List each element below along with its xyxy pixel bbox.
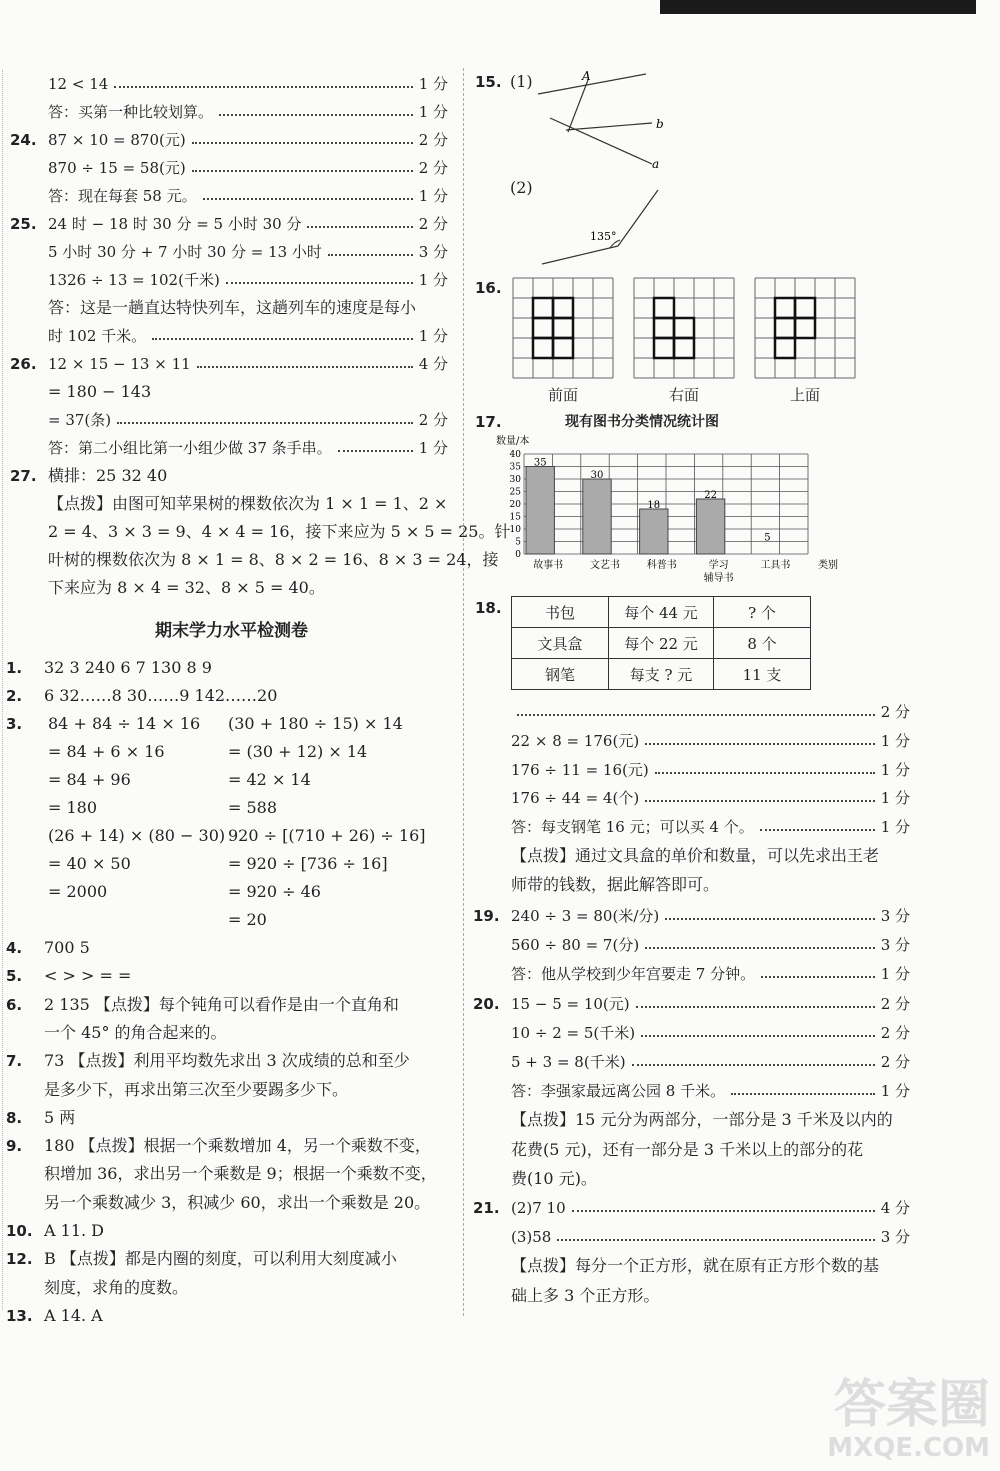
line-text: < > > = = (44, 966, 132, 986)
calc-step: (26 + 14) × (80 − 30) (48, 826, 226, 845)
dot-leader (197, 354, 413, 368)
scored-line (511, 760, 910, 780)
dot-leader (117, 410, 413, 424)
x-tick-label: 故事书 (533, 560, 564, 571)
points: 2 分 (880, 703, 910, 721)
scored-line (48, 130, 448, 150)
scored-line (511, 1052, 910, 1072)
line-text: 5 + 3 = 8(千米) (511, 1053, 626, 1071)
scored-line (48, 158, 448, 178)
y-tick-label: 20 (509, 500, 521, 510)
line-text: 12 < 14 (48, 75, 109, 93)
view-grid (511, 276, 615, 380)
scored-line (48, 74, 448, 94)
line-text: 12 × 15 − 13 × 11 (48, 355, 191, 373)
dot-leader (761, 964, 875, 978)
view-grid (632, 276, 736, 380)
dot-leader (645, 731, 875, 745)
x-tick-label: 学习 (708, 560, 729, 571)
calc-step: = 920 ÷ 46 (228, 882, 321, 901)
points: 1 分 (880, 818, 910, 837)
dot-leader (636, 994, 875, 1008)
calc-step: = 920 ÷ [736 ÷ 16] (228, 854, 388, 873)
line-text: 时 102 千米。 (48, 327, 147, 345)
points: 3 分 (418, 243, 448, 261)
line-text: 870 ÷ 15 = 58(元) (48, 159, 186, 177)
line-text: 6 32……8 30……9 142……20 (44, 686, 278, 705)
calc-step: = 42 × 14 (228, 770, 311, 789)
data-label: 35 (533, 457, 547, 469)
dot-leader (665, 906, 874, 920)
line-text: = 37(条) (48, 411, 112, 429)
q18-number: 18. (475, 599, 502, 617)
points: 2 分 (418, 215, 448, 233)
line-text: 1326 ÷ 13 = 102(千米) (48, 271, 220, 289)
calc-step: (30 + 180 ÷ 15) × 14 (228, 714, 403, 733)
line-text: 答：买第一种比较划算。 (48, 103, 214, 121)
calc-step: = 588 (228, 798, 278, 817)
scored-line (511, 817, 910, 837)
label-b: b (656, 117, 664, 131)
scored-line (48, 186, 448, 206)
line-text: 700 5 (44, 938, 90, 957)
dot-leader (632, 1052, 875, 1066)
dot-leader (219, 102, 413, 116)
calc-step: = 40 × 50 (48, 854, 131, 873)
scored-line (511, 1023, 910, 1043)
q17-number: 17. (475, 413, 502, 431)
label-a: a (652, 157, 660, 171)
bar (640, 509, 668, 554)
scored-line (48, 410, 448, 430)
points: 2 分 (418, 159, 448, 177)
dot-leader (152, 326, 413, 340)
grid-caption: 上面 (789, 386, 820, 404)
cell: 书包 (512, 597, 609, 628)
line-text: 【点拨】15 元分为两部分，一部分是 3 千米及以内的 (511, 1110, 893, 1130)
scored-line (48, 326, 448, 346)
points: 2 分 (418, 131, 448, 149)
line-text: 10 ÷ 2 = 5(千米) (511, 1023, 636, 1042)
bar (696, 499, 724, 554)
y-tick-label: 15 (509, 512, 521, 523)
points: 1 分 (418, 271, 448, 289)
section-title: 期末学力水平检测卷 (155, 621, 308, 641)
dot-leader (192, 158, 413, 172)
bar (526, 467, 554, 555)
chart-title: 现有图书分类情况统计图 (565, 414, 719, 430)
line-text: 花费(5 元)，还有一部分是 3 千米以上的部分的花 (511, 1139, 864, 1159)
line-text: 另一个乘数减少 3，积减少 60，求出一个乘数是 20。 (44, 1192, 431, 1212)
y-tick-label: 10 (509, 525, 521, 535)
calc-step: = 180 (48, 798, 98, 817)
points: 1 分 (418, 103, 448, 121)
points: 1 分 (880, 789, 910, 808)
line-text: 【点拨】通过文具盒的单价和数量，可以先求出王老 (511, 846, 880, 865)
line-text: 180 【点拨】根据一个乘数增加 4，另一个乘数不变， (44, 1136, 431, 1156)
y-tick-label: 30 (509, 475, 521, 485)
points: 2 分 (880, 994, 910, 1013)
question-number: 8. (6, 1108, 23, 1127)
line-text: = 180 − 143 (48, 382, 152, 401)
points: 2 分 (880, 1053, 910, 1071)
q15-part1: (1) (510, 72, 533, 91)
points: 1 分 (418, 187, 448, 205)
angle-label: 135° (590, 230, 617, 243)
scored-line (511, 906, 910, 926)
q16-number: 16. (475, 279, 502, 297)
question-number: 26. (10, 355, 37, 373)
points: 1 分 (418, 439, 448, 457)
line-text: 下来应为 8 × 4 = 32、8 × 5 = 40。 (48, 578, 325, 597)
line-text: 176 ÷ 44 = 4(个) (511, 789, 640, 808)
dot-leader (517, 702, 875, 716)
line-text: 叶树的棵数依次为 8 × 1 = 8、8 × 2 = 16、8 × 3 = 24，接 (48, 550, 499, 569)
scored-line (511, 731, 910, 751)
view-grid (753, 276, 857, 380)
scored-line (511, 788, 910, 808)
data-label: 22 (704, 490, 717, 501)
line-text: 答：现在每套 58 元。 (48, 187, 197, 205)
top-black-bar (660, 0, 976, 14)
bar-chart (478, 432, 868, 592)
line-text: 560 ÷ 80 = 7(分) (511, 936, 640, 955)
y-tick-label: 25 (509, 487, 521, 498)
question-number: 20. (473, 994, 500, 1013)
question-number: 24. (10, 131, 37, 149)
question-number: 4. (6, 939, 23, 957)
grid-caption: 右面 (668, 386, 699, 404)
dot-leader (557, 1227, 874, 1241)
question-number: 13. (6, 1306, 33, 1325)
cell: 每个 44 元 (609, 597, 714, 628)
question-number: 12. (6, 1250, 33, 1269)
scored-line (511, 964, 910, 984)
dot-leader (760, 817, 875, 831)
line-text: 答：这是一趟直达特快列车，这趟列车的速度是每小 (48, 298, 417, 317)
line-text: 答：每支钢笔 16 元；可以买 4 个。 (511, 818, 754, 837)
scored-line (511, 994, 910, 1014)
y-tick-label: 35 (509, 462, 521, 473)
calc-step: = (30 + 12) × 14 (228, 742, 368, 761)
question-number: 1. (6, 659, 23, 677)
scored-line (511, 702, 910, 722)
dot-leader (731, 1081, 875, 1095)
points: 4 分 (418, 355, 448, 373)
question-number: 7. (6, 1052, 23, 1071)
line-text: 15 − 5 = 10(元) (511, 994, 630, 1013)
line-text: B 【点拨】都是内圈的刻度，可以利用大刻度减小 (44, 1249, 397, 1269)
cell: 8 个 (714, 628, 811, 659)
y-tick-label: 5 (515, 537, 521, 548)
line-text: (3)58 (511, 1228, 552, 1247)
q15-figure2 (538, 184, 668, 270)
line-text: 【点拨】每分一个正方形，就在原有正方形个数的基 (511, 1256, 880, 1276)
question-number: 21. (473, 1199, 500, 1217)
calc-step: = 84 + 96 (48, 770, 131, 789)
dot-leader (572, 1198, 875, 1212)
watermark (827, 1377, 990, 1463)
line-text: 73 【点拨】利用平均数先求出 3 次成绩的总和至少 (44, 1051, 410, 1071)
line-text: 22 × 8 = 176(元) (511, 731, 640, 750)
line-text: 横排：25 32 40 (48, 466, 168, 485)
calc-step: = 84 + 6 × 16 (48, 742, 165, 761)
calc-step: = 20 (228, 910, 267, 929)
points: 1 分 (418, 327, 448, 345)
line-text: A 11. D (44, 1221, 104, 1240)
question-number: 9. (6, 1137, 23, 1156)
line-text: 【点拨】由图可知苹果树的棵数依次为 1 × 1 = 1、2 × (48, 494, 448, 513)
grid-caption: 前面 (547, 386, 578, 404)
data-label: 30 (590, 470, 604, 481)
points: 3 分 (880, 907, 910, 925)
question-number: 5. (6, 967, 23, 986)
dot-leader (226, 270, 413, 284)
points: 2 分 (880, 1023, 910, 1042)
question-number: 19. (473, 907, 500, 925)
line-text: 刻度，求角的度数。 (44, 1277, 189, 1297)
points: 1 分 (880, 760, 910, 779)
x-tick-label: 科普书 (646, 560, 677, 571)
question-number: 10. (6, 1222, 33, 1240)
column-divider (463, 68, 464, 1316)
scored-line (511, 935, 910, 955)
question-number: 6. (6, 995, 23, 1014)
line-text: 答：李强家最远离公园 8 千米。 (511, 1082, 726, 1101)
dot-leader (655, 760, 875, 774)
line-text: 5 两 (44, 1107, 76, 1127)
line-text: (2)7 10 (511, 1199, 566, 1217)
points: 1 分 (418, 75, 448, 93)
dot-leader (307, 214, 412, 228)
cell: 每支 ? 元 (609, 659, 714, 690)
question-number: 25. (10, 215, 37, 233)
line-text: 答：第二小组比第一小组少做 37 条手串。 (48, 439, 332, 457)
line-text: 87 × 10 = 870(元) (48, 131, 186, 149)
line-text: A 14. A (44, 1305, 103, 1325)
q15-part2: (2) (510, 178, 533, 197)
bar (583, 479, 611, 554)
points: 3 分 (880, 936, 910, 955)
calc-step: 920 ÷ [(710 + 26) ÷ 16] (228, 826, 426, 845)
cell: ? 个 (714, 597, 811, 628)
cell: 钢笔 (512, 659, 609, 690)
points: 3 分 (880, 1228, 910, 1247)
line-text: 2 135 【点拨】每个钝角可以看作是由一个直角和 (44, 994, 399, 1014)
data-label: 18 (647, 500, 661, 511)
scored-line (48, 354, 448, 374)
dot-leader (338, 438, 413, 452)
line-text: 答：他从学校到少年宫要走 7 分钟。 (511, 965, 756, 984)
cell: 文具盒 (512, 628, 609, 659)
scored-line (48, 270, 448, 290)
watermark-logo: 答案圈 (833, 1375, 990, 1435)
line-text: 5 小时 30 分 + 7 小时 30 分 = 13 小时 (48, 243, 322, 261)
data-label: 5 (764, 532, 771, 544)
scored-line (511, 1227, 910, 1247)
points: 2 分 (418, 411, 448, 429)
calc-step: 84 + 84 ÷ 14 × 16 (48, 714, 201, 733)
scored-line (48, 438, 448, 458)
line-text: 是多少下，再求出第三次至少要踢多少下。 (44, 1079, 349, 1099)
line-text: 师带的钱数，据此解答即可。 (511, 874, 720, 894)
dot-leader (645, 788, 875, 802)
dot-leader (203, 186, 413, 200)
q18-table (511, 596, 811, 690)
line-text: 24 时 − 18 时 30 分 = 5 小时 30 分 (48, 215, 302, 233)
cell: 每个 22 元 (609, 628, 714, 659)
q15-figure1 (530, 66, 680, 176)
x-tick-label: 工具书 (760, 560, 791, 571)
line-text: 240 ÷ 3 = 80(米/分) (511, 907, 660, 925)
dot-leader (114, 74, 412, 88)
scored-line (48, 214, 448, 234)
line-text: 32 3 240 6 7 130 8 9 (44, 658, 212, 677)
line-text: 176 ÷ 11 = 16(元) (511, 760, 649, 779)
scored-line (48, 102, 448, 122)
scored-line (48, 242, 448, 262)
points: 1 分 (880, 731, 910, 750)
points: 4 分 (880, 1199, 910, 1217)
line-text: 础上多 3 个正方形。 (511, 1285, 660, 1305)
y-tick-label: 40 (509, 450, 521, 460)
y-axis-label: 数量/本 (496, 436, 530, 447)
y-tick-label: 0 (515, 550, 521, 560)
question-number: 2. (6, 687, 23, 705)
points: 1 分 (880, 1082, 910, 1101)
line-text: 2 = 4、3 × 3 = 9、4 × 4 = 16，接下来应为 5 × 5 = 25。针 (48, 522, 511, 541)
dot-leader (641, 1023, 875, 1037)
calc-step: = 2000 (48, 882, 108, 901)
cell: 11 支 (714, 659, 811, 690)
dot-leader (645, 935, 875, 949)
question-number: 3. (6, 715, 23, 733)
dot-leader (328, 242, 413, 256)
left-edge-line (2, 70, 3, 1310)
line-text: 一个 45° 的角合起来的。 (44, 1022, 227, 1042)
scored-line (511, 1198, 910, 1218)
q15-number: 15. (475, 73, 502, 91)
x-tick-label: 辅导书 (703, 573, 734, 584)
x-axis-label: 类别 (818, 560, 838, 571)
line-text: 积增加 36，求出另一个乘数是 9；根据一个乘数不变， (44, 1164, 437, 1184)
watermark-url: MXQE.COM (827, 1433, 990, 1463)
points: 1 分 (880, 965, 910, 984)
label-A: A (582, 69, 591, 83)
question-number: 27. (10, 467, 37, 485)
x-tick-label: 文艺书 (590, 560, 620, 571)
dot-leader (192, 130, 413, 144)
line-text: 费(10 元)。 (511, 1168, 597, 1188)
scored-line (511, 1081, 910, 1101)
